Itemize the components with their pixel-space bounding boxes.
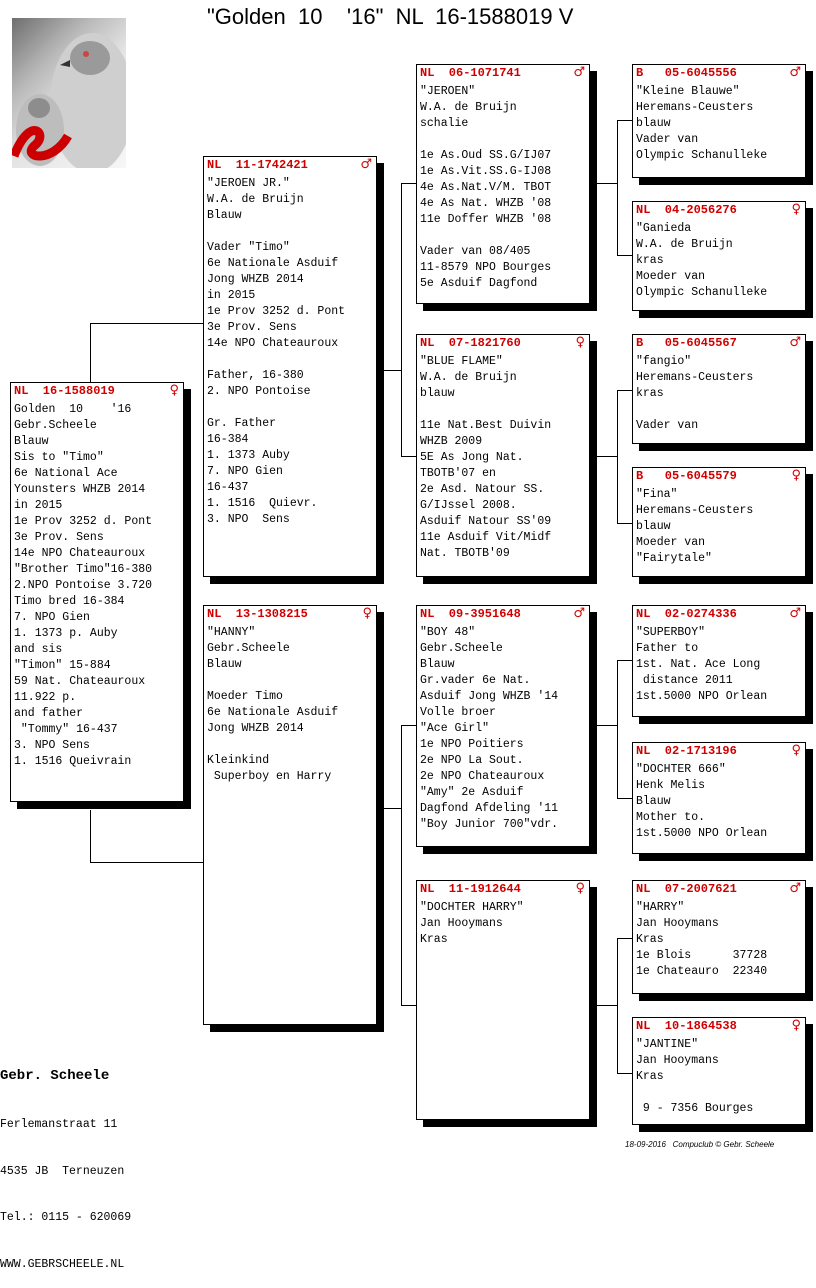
card-details: "BOY 48" Gebr.Scheele Blauw Gr.vader 6e Nat. Asduif Jong WHZB '14 Volle broer "Ace Girl" 1e NPO Poitiers 2e NPO La Sout. 2e NPO Chateauroux "Amy" 2e Asduif Dagfond Afdeling '11 "Boy Junior 700"vdr. [420,626,559,831]
connector [597,456,617,457]
ring-number: NL 04-2056276 [636,203,737,217]
card-details: "HANNY" Gebr.Scheele Blauw Moeder Timo 6e Nationale Asduif Jong WHZB 2014 Kleinkind Superboy en Harry [207,626,339,783]
card-details: "JANTINE" Jan Hooymans Kras 9 - 7356 Bourges [636,1038,754,1115]
connector [401,725,402,1006]
ring-number: NL 11-1742421 [207,158,308,172]
ring-number: B 05-6045556 [636,66,737,80]
breeder-website: WWW.GEBRSCHEELE.NL [0,1257,125,1271]
pedigree-card-fff [632,64,806,178]
card-details: "DOCHTER 666" Henk Melis Blauw Mother to. 1st.5000 NPO Orlean [636,763,768,840]
ring-number: NL 07-2007621 [636,882,737,896]
pedigree-card-fmm [632,467,806,577]
connector [617,523,632,524]
male-icon: ♂ [789,606,801,621]
pigeon-photo-logo [12,18,126,168]
connector [597,1005,617,1006]
pedigree-card-mother-mother [416,880,590,1120]
ring-number: NL 07-1821760 [420,336,521,350]
pedigree-card-father-father [416,64,590,304]
card-details: "JEROEN JR." W.A. de Bruijn Blauw Vader "Timo" 6e Nationale Asduif Jong WHZB 2014 in 2015 1e Prov 3252 d. Pont 3e Prov. Sens 14e NPO Chateauroux Father, 16-380 2. NPO Pontoise Gr. Father 16-384 1. 1373 Auby 7. NPO Gien 16-437 1. 1516 Quievr. 3. NPO Sens [207,177,346,526]
male-icon: ♂ [573,606,585,621]
connector [617,120,618,256]
connector [401,725,416,726]
ring-number: NL 02-1713196 [636,744,737,758]
connector [401,456,416,457]
footer-credit: 18-09-2016 Compuclub © Gebr. Scheele [625,1140,775,1149]
pedigree-card-mmm [632,1017,806,1125]
connector [617,660,618,799]
female-icon: ♀ [362,606,372,621]
connector [401,183,402,457]
breeder-street: Ferlemanstraat 11 [0,1118,118,1131]
connector [384,808,401,809]
pedigree-card-mff [632,605,806,717]
card-details: "Fina" Heremans-Ceusters blauw Moeder van "Fairytale" [636,488,754,565]
ring-number: B 05-6045567 [636,336,737,350]
ring-number: NL 13-1308215 [207,607,308,621]
pedigree-card-father [203,156,377,577]
card-details: "Kleine Blauwe" Heremans-Ceusters blauw Vader van Olympic Schanulleke [636,85,768,162]
pedigree-card-ffm [632,201,806,311]
female-icon: ♀ [575,335,585,350]
card-details: "DOCHTER HARRY" Jan Hooymans Kras [420,901,524,946]
ring-number: NL 10-1864538 [636,1019,737,1033]
female-icon: ♀ [791,743,801,758]
card-details: Golden 10 '16 Gebr.Scheele Blauw Sis to "Timo" 6e National Ace Younsters WHZB 2014 in 2015 1e Prov 3252 d. Pont 3e Prov. Sens 14e NPO Chateauroux "Brother Timo"16-380 2.NPO Pontoise 3.720 Timo bred 16-384 7. NPO Gien 1. 1373 p. Auby and sis "Timon" 15-884 59 Nat. Chateauroux 11.922 p. and father "Tommy" 16-437 3. NPO Sens 1. 1516 Queivrain [14,403,153,768]
ring-number: NL 11-1912644 [420,882,521,896]
connector [617,660,632,661]
ring-number: NL 16-1588019 [14,384,115,398]
female-icon: ♀ [791,202,801,217]
pedigree-card-fmf [632,334,806,444]
breeder-city: 4535 JB Terneuzen [0,1164,125,1178]
card-details: "HARRY" Jan Hooymans Kras 1e Blois 37728 1e Chateauro 22340 [636,901,768,978]
connector [617,120,632,121]
pedigree-card-mother [203,605,377,1025]
pedigree-card-subject [10,382,184,802]
female-icon: ♀ [575,881,585,896]
pedigree-card-mother-father [416,605,590,847]
ring-number: NL 02-0274336 [636,607,737,621]
pedigree-card-mmf [632,880,806,994]
female-icon: ♀ [169,383,179,398]
connector [90,323,204,324]
pedigree-card-father-mother [416,334,590,577]
card-details: "Ganieda W.A. de Bruijn kras Moeder van Olympic Schanulleke [636,222,768,299]
connector [90,323,91,382]
card-details: "fangio" Heremans-Ceusters kras Vader van [636,355,754,432]
connector [617,1073,632,1074]
male-icon: ♂ [789,65,801,80]
female-icon: ♀ [791,468,801,483]
connector [401,183,416,184]
card-details: "SUPERBOY" Father to 1st. Nat. Ace Long distance 2011 1st.5000 NPO Orlean [636,626,768,703]
connector [597,725,617,726]
ring-number: B 05-6045579 [636,469,737,483]
breeder-name: Gebr. Scheele [0,1068,110,1084]
card-details: "BLUE FLAME" W.A. de Bruijn blauw 11e Nat.Best Duivin WHZB 2009 5E As Jong Nat. TBOTB'07 en 2e Asd. Natour SS. G/IJssel 2008. Asduif Natour SS'09 11e Asduif Vit/Midf Nat. TBOTB'09 [420,355,552,560]
connector [597,183,617,184]
male-icon: ♂ [789,335,801,350]
connector [401,1005,416,1006]
connector [90,810,91,863]
connector [617,798,632,799]
connector [617,938,618,1074]
connector [617,255,632,256]
male-icon: ♂ [789,881,801,896]
female-icon: ♀ [791,1018,801,1033]
connector [617,390,618,524]
connector [90,862,204,863]
breeder-phone: Tel.: 0115 - 620069 [0,1211,132,1224]
card-details: "JEROEN" W.A. de Bruijn schalie 1e As.Oud SS.G/IJ07 1e As.Vit.SS.G-IJ08 4e As.Nat.V/M. TBOT 4e As Nat. WHZB '08 11e Doffer WHZB '08 Vader van 08/405 11-8579 NPO Bourges 5e Asduif Dagfond [420,85,552,290]
page-title: "Golden 10 '16" NL 16-1588019 V [207,4,574,29]
pedigree-card-mfm [632,742,806,854]
connector [617,390,632,391]
male-icon: ♂ [360,157,372,172]
connector [617,938,632,939]
ring-number: NL 09-3951648 [420,607,521,621]
connector [384,370,401,371]
male-icon: ♂ [573,65,585,80]
ring-number: NL 06-1071741 [420,66,521,80]
breeder-address [0,1035,131,1288]
